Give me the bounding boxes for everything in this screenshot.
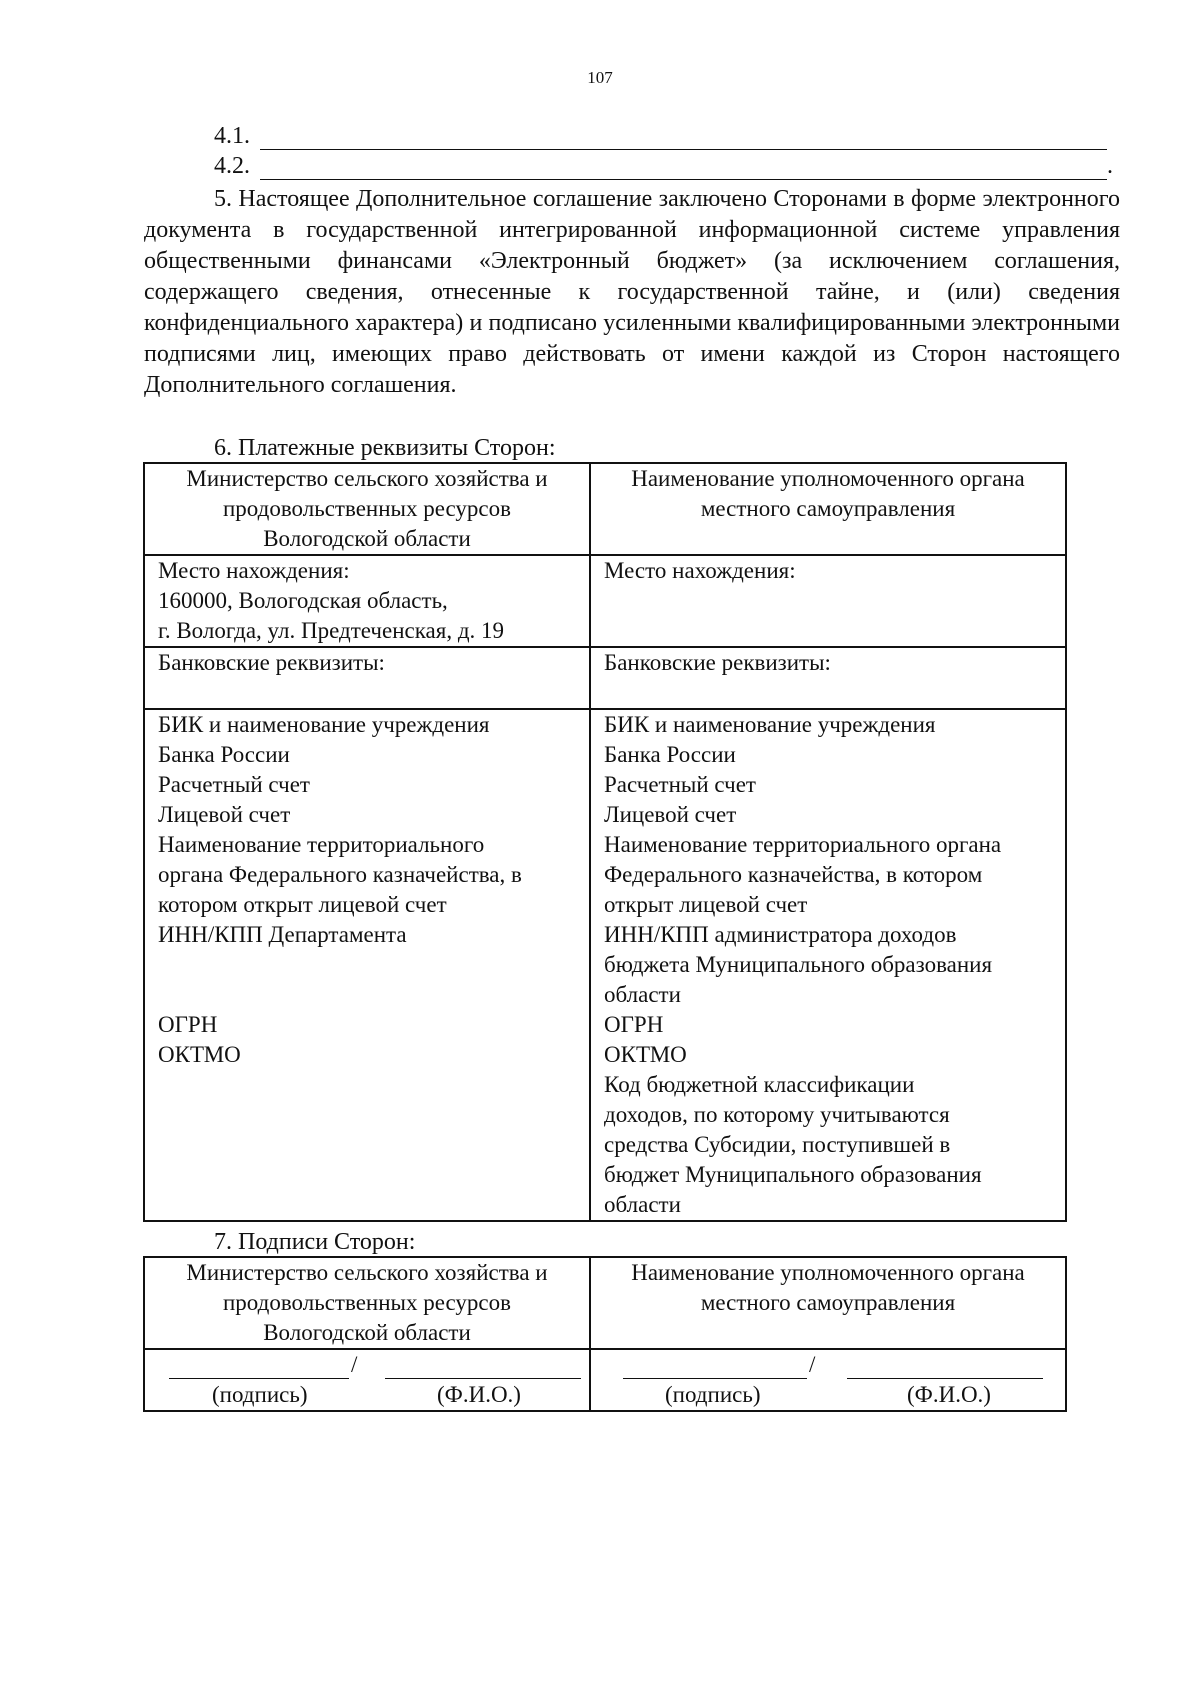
signature-slash: / (351, 1352, 358, 1377)
text-line: бюджета Муниципального образования (604, 952, 993, 977)
requisites-right-header (590, 463, 1066, 555)
text-line: ОКТМО (604, 1042, 687, 1067)
text-line: ОКТМО (158, 1042, 241, 1067)
requisites-left-bank-title: Банковские реквизиты: (144, 647, 590, 709)
requisites-left-details (144, 709, 590, 1221)
text-line: Код бюджетной классификации (604, 1072, 915, 1097)
text-line: ОГРН (158, 1012, 218, 1037)
text-line: области (604, 1192, 681, 1217)
requisites-right-bank-title: Банковские реквизиты: (590, 647, 1066, 709)
paragraph-5: 5. Настоящее Дополнительное соглашение заключено Сторонами в форме электронного документа в государственной интегрированной информационной системе управления общественными финансами «Электронный бюджет» (за исключением соглашения, содержащего сведения, отнесенные к государственной тайне, и (или) сведения конфиденциального характера) и подписано усиленными квалифицированными электронными подписями лиц, имеющих право действовать от имени каждой из Сторон настоящего Дополнительного соглашения. (144, 186, 1120, 398)
requisites-table (143, 462, 1067, 1222)
signatures-line-row (144, 1349, 1066, 1411)
text-line: Министерство сельского хозяйства и (186, 466, 548, 491)
blank-line (158, 980, 583, 1010)
item-4-1-number: 4.1. (214, 123, 250, 149)
right-name-line (847, 1378, 1043, 1379)
signatures-header-row (144, 1257, 1066, 1349)
item-4-2-number: 4.2. (214, 153, 250, 179)
text-line: продовольственных ресурсов (223, 1290, 511, 1315)
item-4-2-blank-line (260, 157, 1107, 180)
text-line: Наименование территориального органа (604, 832, 1002, 857)
text-line: г. Вологда, ул. Предтеченская, д. 19 (158, 618, 505, 643)
requisites-bank-title-row (144, 647, 1066, 709)
left-name-line (385, 1378, 581, 1379)
page-number: 107 (587, 68, 613, 87)
item-4-2-period: . (1107, 153, 1113, 179)
right-name-label: (Ф.И.О.) (907, 1382, 991, 1407)
text-line: ИНН/КПП администратора доходов (604, 922, 957, 947)
requisites-left-header (144, 463, 590, 555)
text-line: Место нахождения: (604, 558, 796, 583)
text-line: области (604, 982, 681, 1007)
item-4-1 (214, 122, 1107, 150)
text-line: местного самоуправления (700, 1290, 956, 1315)
signatures-right-header (590, 1257, 1066, 1349)
text-line: открыт лицевой счет (604, 892, 808, 917)
right-signature-label: (подпись) (665, 1382, 761, 1407)
requisites-left-location (144, 555, 590, 647)
item-4-1-blank-line (260, 127, 1107, 150)
text-line: ОГРН (604, 1012, 664, 1037)
text-line: доходов, по которому учитываются (604, 1102, 950, 1127)
signatures-left-header (144, 1257, 590, 1349)
text-line: БИК и наименование учреждения (158, 712, 490, 737)
text-line: Министерство сельского хозяйства и (186, 1260, 548, 1285)
left-signature-line (169, 1378, 349, 1379)
text-line: Лицевой счет (604, 802, 737, 827)
right-signature-block (590, 1349, 1066, 1411)
text-line: продовольственных ресурсов (223, 496, 511, 521)
item-4-2 (214, 152, 1113, 180)
text-line: Вологодской области (263, 1320, 471, 1345)
requisites-header-row (144, 463, 1066, 555)
text-line: Лицевой счет (158, 802, 291, 827)
left-signature-block (144, 1349, 590, 1411)
text-line: местного самоуправления (700, 496, 956, 521)
requisites-right-details (590, 709, 1066, 1221)
text-line: Место нахождения: (158, 558, 350, 583)
requisites-location-row (144, 555, 1066, 647)
text-line: Банка России (158, 742, 290, 767)
signatures-table (143, 1256, 1067, 1412)
text-line: БИК и наименование учреждения (604, 712, 936, 737)
left-name-label: (Ф.И.О.) (437, 1382, 521, 1407)
left-signature-label: (подпись) (212, 1382, 308, 1407)
requisites-details-row (144, 709, 1066, 1221)
text-line: 160000, Вологодская область, (158, 588, 448, 613)
text-line: ИНН/КПП Департамента (158, 922, 407, 947)
text-line: Наименование территориального (158, 832, 485, 857)
text-line: средства Субсидии, поступившей в (604, 1132, 951, 1157)
text-line: органа Федерального казначейства, в (158, 862, 522, 887)
text-line: Наименование уполномоченного органа (631, 466, 1025, 491)
text-line: котором открыт лицевой счет (158, 892, 447, 917)
text-line: бюджет Муниципального образования (604, 1162, 982, 1187)
section-7-title: 7. Подписи Сторон: (214, 1229, 416, 1255)
section-6-title: 6. Платежные реквизиты Сторон: (214, 435, 556, 461)
requisites-right-location (590, 555, 1066, 647)
text-line: Расчетный счет (158, 772, 310, 797)
text-line: Расчетный счет (604, 772, 756, 797)
text-line: Наименование уполномоченного органа (631, 1260, 1025, 1285)
right-signature-line (623, 1378, 807, 1379)
text-line: Банка России (604, 742, 736, 767)
blank-line (158, 950, 583, 980)
text-line: Вологодской области (263, 526, 471, 551)
text-line: Федерального казначейства, в котором (604, 862, 983, 887)
signature-slash: / (809, 1352, 816, 1377)
